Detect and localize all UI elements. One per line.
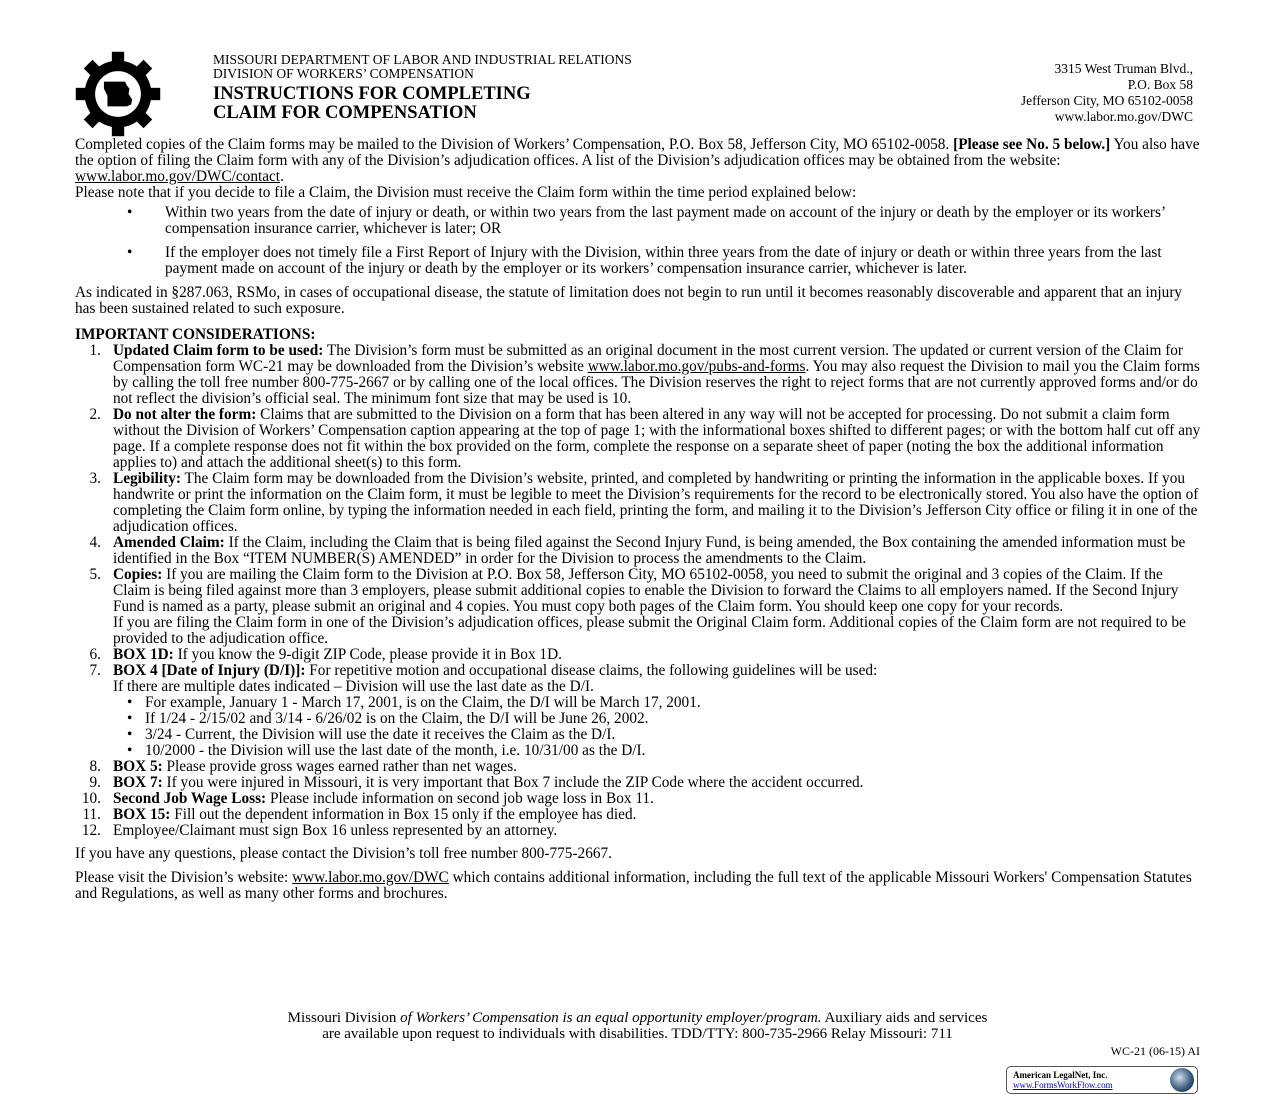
list-item	[75, 647, 1203, 663]
item-label: Amended Claim:	[113, 534, 225, 551]
item-number: 10.	[81, 790, 101, 807]
item-label: Second Job Wage Loss:	[113, 790, 267, 807]
list-item	[75, 759, 1203, 775]
item-number: 2.	[89, 406, 101, 423]
item-label: BOX 7:	[113, 774, 163, 791]
formsworkflow-link[interactable]: www.FormsWorkFlow.com	[1013, 1080, 1113, 1090]
address-city: Jefferson City, MO 65102-0058	[1020, 93, 1193, 108]
item-text: If you are mailing the Claim form to the Division at P.O. Box 58, Jefferson City, MO 65102-0058, you need to submit the original and 3 copies of the Claim. If the Claim is being filed against more than 3 employers, please submit additional copies to enable the Division to forward the Claims to all employers named. If the Second Injury Fund is named as a party, please submit an original and 4 copies. You must copy both pages of the Claim form. You should keep one copy for your records.	[113, 566, 1179, 615]
item-text: If you were injured in Missouri, it is very important that Box 7 include the ZIP Code where the accident occurred.	[162, 774, 864, 791]
questions-paragraph: If you have any questions, please contact the Division’s toll free number 800-775-2667.	[75, 845, 612, 862]
time-period-list	[75, 205, 1203, 277]
item-label: Legibility:	[113, 470, 181, 487]
header	[213, 53, 632, 123]
list-item: • If 1/24 - 2/15/02 and 3/14 - 6/26/02 is on the Claim, the D/I will be June 26, 2002.	[113, 711, 1203, 727]
badge-name: American LegalNet, Inc.	[1013, 1070, 1108, 1080]
item-number: 8.	[89, 758, 101, 775]
list-item	[75, 807, 1203, 823]
title-line-1: INSTRUCTIONS FOR COMPLETING	[213, 84, 531, 104]
list-item: • 3/24 - Current, the Division will use the date it receives the Claim as the D/I.	[113, 727, 1203, 743]
list-item: • 10/2000 - the Division will use the last date of the month, i.e. 10/31/00 as the D/I.	[113, 743, 1203, 759]
globe-icon	[1170, 1068, 1194, 1092]
item-text: Please provide gross wages earned rather than net wages.	[162, 758, 517, 775]
item-text: Please include information on second job wage loss in Box 11.	[266, 790, 654, 807]
item-text: If there are multiple dates indicated – Division will use the last date as the D/I.	[113, 678, 594, 695]
division-name: DIVISION OF WORKERS’ COMPENSATION	[213, 66, 474, 81]
item-number: 4.	[89, 534, 101, 551]
list-item	[75, 823, 1203, 839]
item-number: 12.	[81, 822, 101, 839]
occupational-disease-paragraph: As indicated in §287.063, RSMo, in cases of occupational disease, the statute of limitation does not begin to run until it becomes reasonably discoverable and apparent that an injury has been sustained related to such exposure.	[75, 284, 1183, 317]
list-item	[75, 775, 1203, 791]
department-name: MISSOURI DEPARTMENT OF LABOR AND INDUSTRIAL RELATIONS	[213, 52, 632, 67]
date-examples-list	[113, 695, 1203, 759]
item-text: The Division’s form must be submitted as an original document in the most current version. The updated or current version of the Claim for Compensation form WC-21 may be downloaded from the Division’s website	[113, 342, 1184, 375]
item-number: 7.	[89, 662, 101, 679]
item-label: Updated Claim form to be used:	[113, 342, 324, 359]
intro-paragraph	[75, 137, 1203, 185]
list-item	[75, 791, 1203, 807]
item-number: 11.	[82, 806, 101, 823]
missouri-gear-logo-icon	[74, 50, 162, 138]
address-website: www.labor.mo.gov/DWC	[1054, 109, 1193, 124]
item-label: Do not alter the form:	[113, 406, 257, 423]
item-text: Fill out the dependent information in Box 15 only if the employee has died.	[170, 806, 637, 823]
item-text: For repetitive motion and occupational disease claims, the following guidelines will be used:	[305, 662, 878, 679]
address-block	[1021, 61, 1193, 125]
section-heading: IMPORTANT CONSIDERATIONS:	[75, 326, 316, 343]
item-text: The Claim form may be downloaded from the Division’s website, printed, and completed by handwriting or printing the information in the applicable boxes. If you handwrite or print the information on the Claim form, it must be legible to meet the Division’s requirements for the record to be electronically stored. You also have the option of completing the Claim form online, by typing the information needed in each field, printing the form, and mailing it to the Division’s Jefferson City office or filing it in one of the adjudication offices.	[113, 470, 1199, 535]
item-text: Claims that are submitted to the Division on a form that has been altered in any way will not be accepted for processing. Do not submit a claim form without the Division of Workers’ Compensation caption appearing at the top of page 1; with the informational boxes shifted to different pages; or with the bottom half cut off any page. If a complete response does not fit within the box provided on the form, complete the response on a separate sheet of paper (noting the box the additional information applies to) and attach the additional sheet(s) to this form.	[113, 406, 1201, 471]
form-number: WC-21 (06-15) AI	[1110, 1044, 1200, 1058]
item-label: BOX 15:	[113, 806, 171, 823]
dwc-website-link[interactable]: www.labor.mo.gov/DWC	[292, 869, 449, 886]
footer-text: are available upon request to individuals with disabilities. TDD/TTY: 800-735-2966 Relay Missouri: 711	[322, 1026, 953, 1042]
item-number: 3.	[89, 470, 101, 487]
item-number: 6.	[89, 646, 101, 663]
intro-note: [Please see No. 5 below.]	[953, 136, 1111, 153]
footer-notice	[0, 1010, 1275, 1042]
list-item	[75, 471, 1203, 535]
intro-text: .	[280, 168, 284, 185]
document-body	[75, 137, 1203, 902]
item-label: BOX 5:	[113, 758, 163, 775]
item-number: 1.	[89, 342, 101, 359]
item-number: 5.	[89, 566, 101, 583]
address-street: 3315 West Truman Blvd.,	[1054, 61, 1193, 76]
considerations-list	[75, 343, 1203, 839]
visit-text: which contains additional information, including the full text of the applicable Missouri Workers' Compensation Statutes and Regulations, as well as many other forms and brochures.	[75, 869, 1192, 902]
item-text: If you know the 9-digit ZIP Code, please provide it in Box 1D.	[173, 646, 562, 663]
item-text: If the Claim, including the Claim that is being filed against the Second Injury Fund, is being amended, the Box containing the amended information must be identified in the Box “ITEM NUMBER(S) AMENDED” in order for the Division to process the amendments to the Claim.	[113, 534, 1186, 567]
intro-text: Completed copies of the Claim forms may be mailed to the Division of Workers’ Compensation, P.O. Box 58, Jefferson City, MO 65102-0058.	[75, 136, 954, 153]
item-label: BOX 1D:	[113, 646, 174, 663]
list-item: • If the employer does not timely file a First Report of Injury with the Division, within three years from the date of injury or death or within three years from the last payment made on account of the injury or death by the employer or its workers’ compensation insurance carrier, whichever is later.	[75, 245, 1203, 277]
list-item	[75, 663, 1203, 759]
website-paragraph	[75, 870, 1203, 902]
pubs-forms-link[interactable]: www.labor.mo.gov/pubs-and-forms	[587, 358, 806, 375]
address-pobox: P.O. Box 58	[1127, 77, 1193, 92]
contact-link[interactable]: www.labor.mo.gov/DWC/contact	[75, 168, 281, 185]
list-item	[75, 343, 1203, 407]
footer-text: Missouri Division	[287, 1010, 401, 1026]
footer-text: Auxiliary aids and services	[821, 1010, 988, 1026]
list-item	[75, 407, 1203, 471]
list-item	[75, 567, 1203, 647]
list-item: • For example, January 1 - March 17, 2001, is on the Claim, the D/I will be March 17, 2001.	[113, 695, 1203, 711]
time-period-note: Please note that if you decide to file a Claim, the Division must receive the Claim form within the time period explained below:	[75, 184, 857, 201]
list-item	[75, 535, 1203, 567]
item-label: Copies:	[113, 566, 163, 583]
intro-text: You also have the option of filing the Claim form with any of the Division’s adjudication offices. A list of the Division’s adjudication offices may be obtained from the website:	[75, 136, 1200, 169]
title-line-2: CLAIM FOR COMPENSATION	[213, 103, 477, 123]
list-item: • Within two years from the date of injury or death, or within two years from the last payment made on account of the injury or death by the employer or its workers’ compensation insurance carrier, whichever is later; OR	[75, 205, 1203, 237]
item-text: If you are filing the Claim form in one of the Division’s adjudication offices, please submit the Original Claim form. Additional copies of the Claim form are not required to be provided to the adjudication office.	[113, 614, 1186, 647]
american-legalnet-badge[interactable]	[1006, 1066, 1198, 1094]
item-label: BOX 4 [Date of Injury (D/I)]:	[113, 662, 306, 679]
footer-text: of Workers’ Compensation is an equal opportunity employer/program.	[400, 1010, 822, 1026]
visit-text: Please visit the Division’s website:	[75, 869, 293, 886]
item-number: 9.	[89, 774, 101, 791]
item-text: Employee/Claimant must sign Box 16 unless represented by an attorney.	[113, 822, 558, 839]
item-text: . You may also request the Division to mail you the Claim forms by calling the toll free number 800-775-2667 or by calling one of the local offices. The Division reserves the right to reject forms that are not currently approved forms and/or do not reflect the division’s official seal. The minimum font size that may be used is 10.	[113, 358, 1200, 407]
